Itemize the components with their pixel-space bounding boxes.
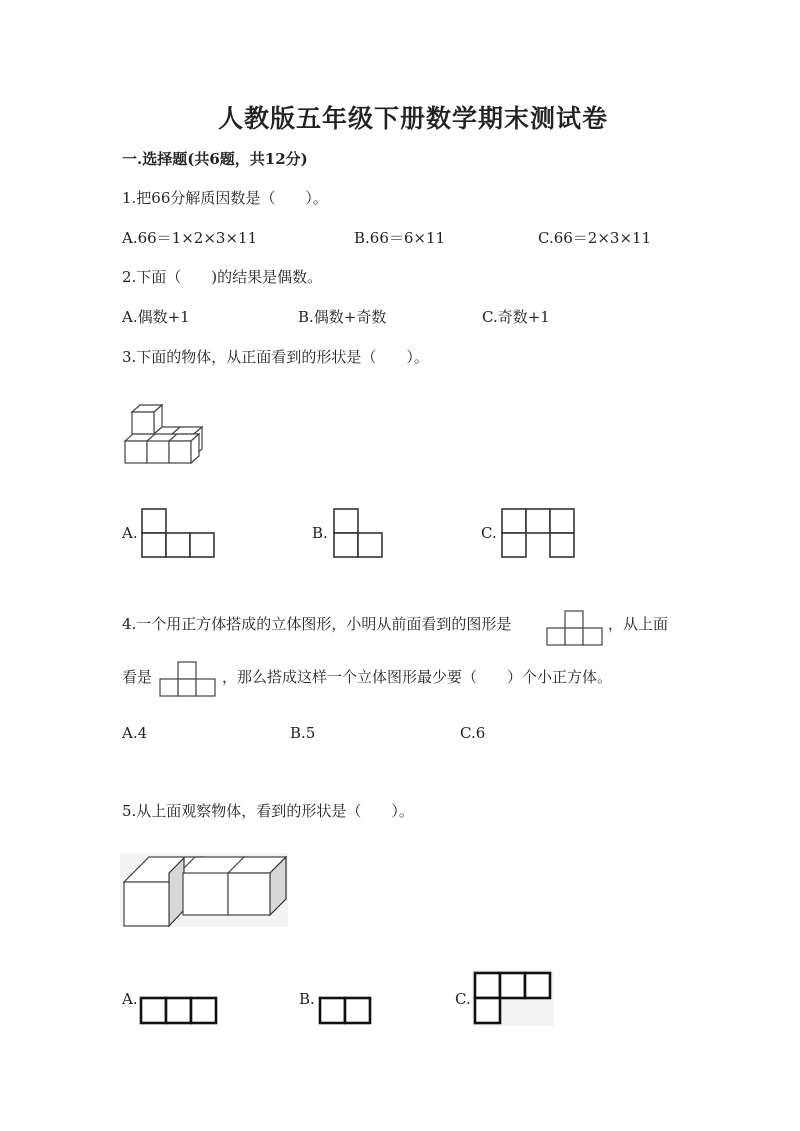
question-5-option-b-label[interactable]: B.	[299, 990, 315, 1008]
question-4-text-part-1: 4.一个用正方体搭成的立体图形，小明从前面看到的图形是	[122, 615, 512, 633]
question-3-option-b-label[interactable]: B.	[312, 524, 328, 542]
question-5-cube-figure	[120, 853, 290, 929]
question-2-option-a[interactable]: A.偶数+1	[122, 308, 190, 326]
question-1-option-a[interactable]: A.66＝1×2×3×11	[122, 229, 258, 247]
question-2-option-b[interactable]: B.偶数+奇数	[298, 308, 387, 326]
question-4-text-part-3: 看是	[122, 668, 153, 686]
question-5-option-a-label[interactable]: A.	[122, 990, 138, 1008]
question-3-option-a-label[interactable]: A.	[122, 524, 138, 542]
question-3-option-a-shape[interactable]	[141, 508, 215, 558]
question-5-text: 5.从上面观察物体，看到的形状是（ ）。	[122, 802, 414, 820]
question-4-option-c[interactable]: C.6	[460, 724, 486, 742]
question-4-option-a[interactable]: A.4	[122, 724, 148, 742]
question-4-text-part-2: ，从上面	[608, 615, 669, 633]
question-2-text: 2.下面（ )的结果是偶数。	[122, 268, 323, 286]
question-4-front-view-figure	[546, 610, 604, 646]
question-5-option-b-shape[interactable]	[318, 996, 374, 1026]
question-3-option-c-shape[interactable]	[501, 508, 575, 558]
question-5-option-a-shape[interactable]	[139, 996, 219, 1026]
page-title: 人教版五年级下册数学期末测试卷	[218, 104, 609, 133]
question-1-text: 1.把66分解质因数是（ ）。	[122, 189, 328, 207]
question-1-option-b[interactable]: B.66＝6×11	[354, 229, 446, 247]
question-5-option-c-label[interactable]: C.	[455, 990, 471, 1008]
question-3-text: 3.下面的物体，从正面看到的形状是（ ）。	[122, 348, 429, 366]
question-2-option-c[interactable]: C.奇数+1	[482, 308, 550, 326]
question-3-option-c-label[interactable]: C.	[481, 524, 497, 542]
question-4-option-b[interactable]: B.5	[290, 724, 316, 742]
section-heading: 一.选择题(共6题，共12分)	[122, 150, 308, 168]
question-3-cube-figure	[120, 400, 210, 466]
question-5-option-c-shape[interactable]	[472, 970, 556, 1028]
question-4-top-view-figure	[159, 661, 217, 697]
question-1-option-c[interactable]: C.66＝2×3×11	[538, 229, 652, 247]
question-4-text-part-4: ，那么搭成这样一个立体图形最少要（ ）个小正方体。	[222, 668, 613, 686]
question-3-option-b-shape[interactable]	[333, 508, 383, 558]
